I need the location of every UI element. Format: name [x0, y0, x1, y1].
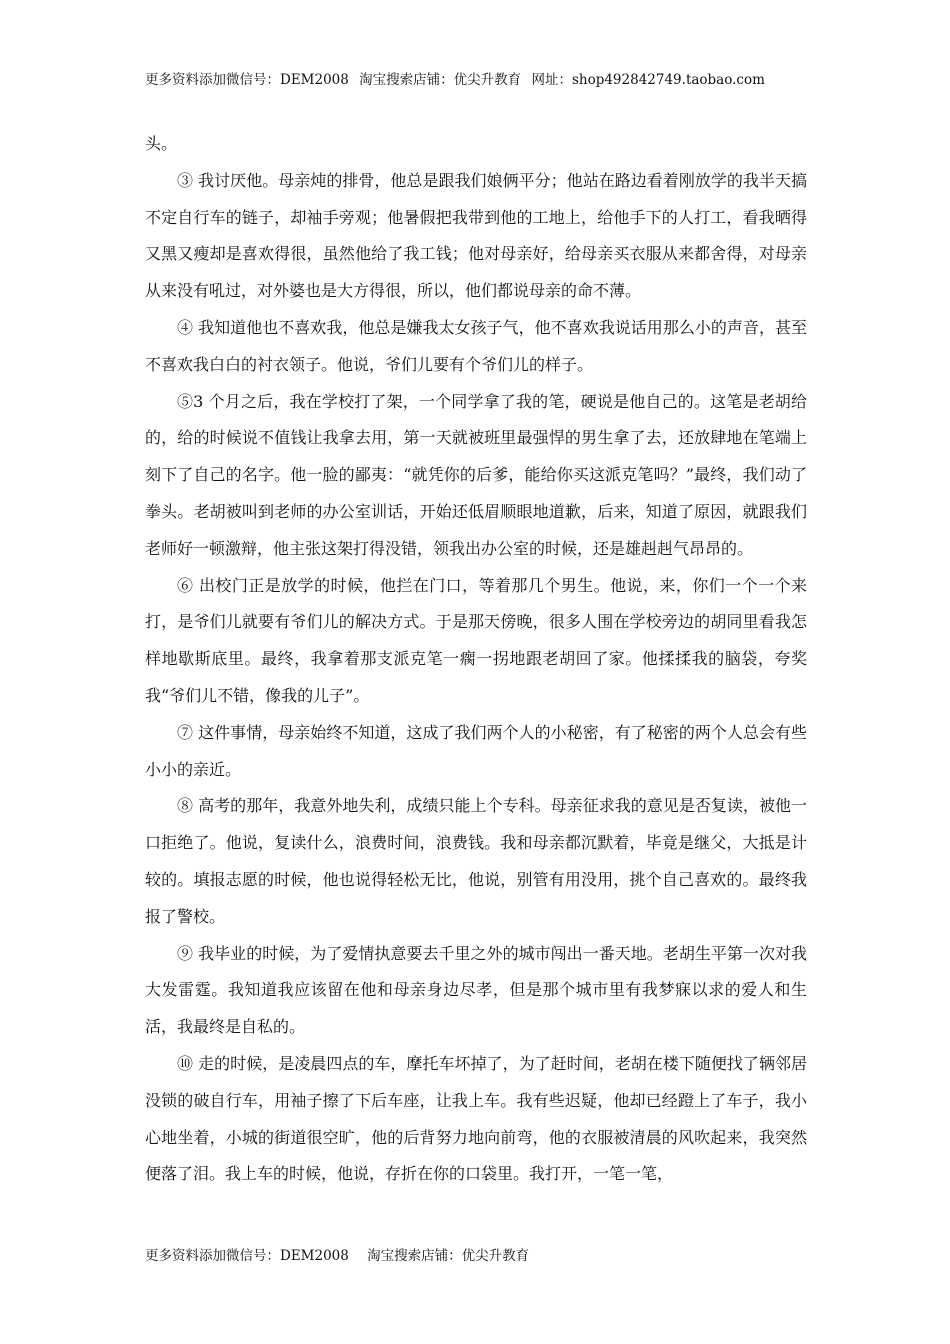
header-url: 网址：shop492842749.taobao.com	[531, 72, 765, 88]
paragraph-3: ③ 我讨厌他。母亲炖的排骨，他总是跟我们娘俩平分；他站在路边看着刚放学的我半天搞不定自行车的链子，却袖手旁观；他暑假把我带到他的工地上，给他手下的人打工，看我晒得又黑又瘦却是喜欢得很，虽然他给了我工钱；他对母亲好，给母亲买衣服从来都舍得，对母亲从来没有吼过，对外婆也是大方得很，所以，他们都说母亲的命不薄。	[145, 170, 807, 301]
paragraph-4: ④ 我知道他也不喜欢我，他总是嫌我太女孩子气，他不喜欢我说话用那么小的声音，甚至不喜欢我白白的衬衣领子。他说，爷们儿要有个爷们儿的样子。	[145, 317, 807, 374]
paragraph-5: ⑤3 个月之后，我在学校打了架，一个同学拿了我的笔，硬说是他自己的。这笔是老胡给的，给的时候说不值钱让我拿去用，第一天就被班里最强悍的男生拿了去，还放肆地在笔端上刻下了自己的名字。他一脸的鄙夷：“就凭你的后爹，能给你买这派克笔吗？”最终，我们动了拳头。老胡被叫到老师的办公室训话，开始还低眉顺眼地道歉，后来，知道了原因，就跟我们老师好一顿激辩，他主张这架打得没错，领我出办公室的时候，还是雄赳赳气昂昂的。	[145, 391, 807, 558]
paragraph-10: ⑩ 走的时候，是凌晨四点的车，摩托车坏掉了，为了赶时间，老胡在楼下随便找了辆邻居没锁的破自行车，用袖子擦了下后车座，让我上车。我有些迟疑，他却已经蹬上了车子，我小心地坐着，小城的街道很空旷，他的后背努力地向前弯，他的衣服被清晨的风吹起来，我突然便落了泪。我上车的时候，他说，存折在你的口袋里。我打开，一笔一笔，	[145, 1053, 807, 1184]
paragraph-9: ⑨ 我毕业的时候，为了爱情执意要去千里之外的城市闯出一番天地。老胡生平第一次对我大发雷霆。我知道我应该留在他和母亲身边尽孝，但是那个城市里有我梦寐以求的爱人和生活，我最终是自私的。	[145, 943, 807, 1037]
page-footer	[145, 1246, 543, 1266]
page-header	[145, 70, 771, 90]
footer-wechat: 更多资料添加微信号：DEM2008	[145, 1248, 349, 1264]
footer-shop: 淘宝搜索店铺：优尖升教育	[367, 1248, 530, 1264]
header-shop: 淘宝搜索店铺：优尖升教育	[359, 72, 522, 88]
paragraph-continuation: 头。	[145, 134, 178, 153]
paragraph-6: ⑥ 出校门正是放学的时候，他拦在门口，等着那几个男生。他说，来，你们一个一个来打，是爷们儿就要有爷们儿的解决方式。于是那天傍晚，很多人围在学校旁边的胡同里看我怎样地歇斯底里。最终，我拿着那支派克笔一瘸一拐地跟老胡回了家。他揉揉我的脑袋，夸奖我“爷们儿不错，像我的儿子”。	[145, 575, 807, 705]
article-body	[145, 126, 807, 1193]
paragraph-7: ⑦ 这件事情，母亲始终不知道，这成了我们两个人的小秘密，有了秘密的两个人总会有些小小的亲近。	[145, 722, 807, 779]
paragraph-8: ⑧ 高考的那年，我意外地失利，成绩只能上个专科。母亲征求我的意见是否复读，被他一口拒绝了。他说，复读什么，浪费时间，浪费钱。我和母亲都沉默着，毕竟是继父，大抵是计较的。填报志愿的时候，他也说得轻松无比，他说，别管有用没用，挑个自己喜欢的。最终我报了警校。	[145, 796, 807, 926]
header-wechat: 更多资料添加微信号：DEM2008	[145, 72, 349, 88]
